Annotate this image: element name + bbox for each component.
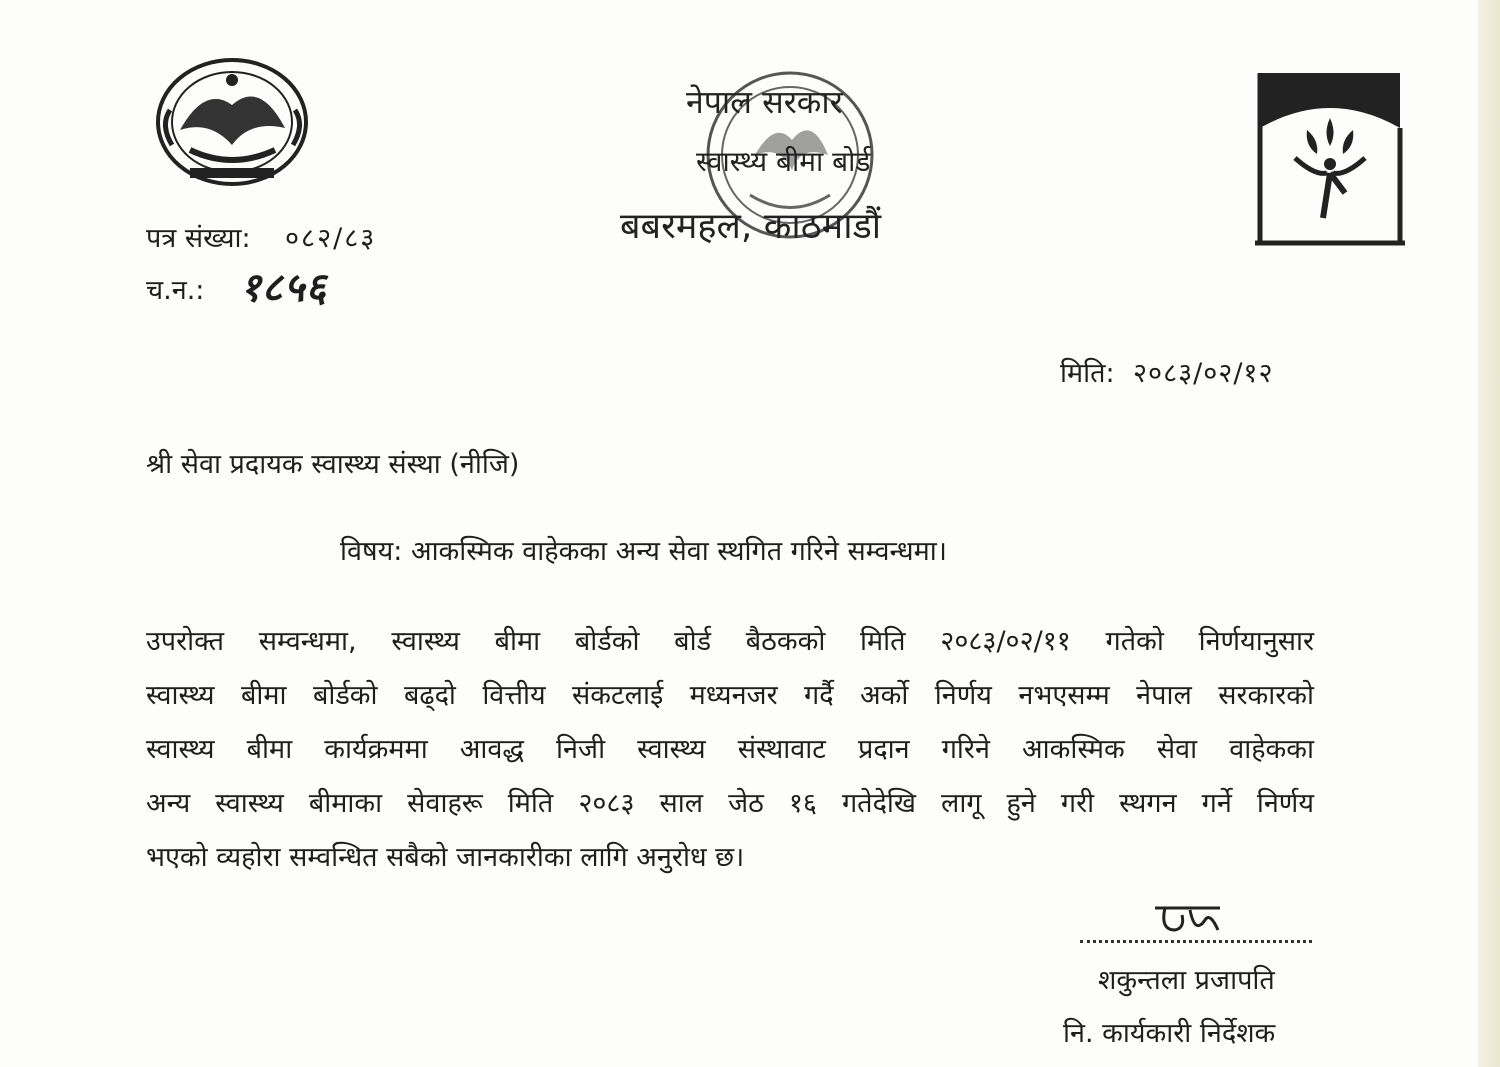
board-address: बबरमहल, काठमाडौं — [620, 206, 882, 247]
chalani-value: १८५६ — [240, 264, 328, 311]
government-name: नेपाल सरकार — [686, 83, 843, 121]
letter-body — [146, 615, 1314, 885]
date-value: २०८३/०२/१२ — [1133, 358, 1274, 389]
addressee: श्री सेवा प्रदायक स्वास्थ्य संस्था (नीजि) — [146, 449, 520, 480]
patra-sankhya-value: ०८२/८३ — [285, 223, 377, 254]
chalani-label: च.न.: — [146, 275, 205, 306]
board-name: स्वास्थ्य बीमा बोर्ड — [696, 145, 871, 178]
patra-sankhya-label: पत्र संख्या: — [146, 223, 251, 254]
body-line: अन्य स्वास्थ्य बीमाका सेवाहरू मिति २०८३ साल जेठ १६ गतेदेखि लागू हुने गरी स्थगन गर्ने निर्णय — [146, 788, 1314, 819]
board-logo-icon — [1255, 68, 1405, 248]
subject-line: विषय: आकस्मिक वाहेकका अन्य सेवा स्थगित गरिने सम्वन्धमा। — [340, 536, 947, 567]
paper-edge — [1478, 0, 1500, 1067]
signature-mark-icon — [1150, 900, 1230, 940]
signature-line — [1080, 940, 1312, 943]
date-label: मिति: — [1060, 358, 1115, 389]
body-line: स्वास्थ्य बीमा कार्यक्रममा आवद्ध निजी स्वास्थ्य संस्थावाट प्रदान गरिने आकस्मिक सेवा वाहेकका — [146, 734, 1314, 765]
body-line: भएको व्यहोरा सम्वन्धित सबैको जानकारीका लागि अनुरोध छ। — [146, 842, 745, 873]
government-emblem-icon — [150, 50, 315, 190]
body-line: स्वास्थ्य बीमा बोर्डको बढ्दो वित्तीय संकटलाई मध्यनजर गर्दै अर्को निर्णय नभएसम्म नेपाल सरकारको — [146, 680, 1314, 711]
body-line: उपरोक्त सम्वन्धमा, स्वास्थ्य बीमा बोर्डको बोर्ड बैठकको मिति २०८३/०२/११ गतेको निर्णयानुसार — [146, 626, 1314, 657]
signatory-title: नि. कार्यकारी निर्देशक — [1063, 1018, 1276, 1049]
signatory-name: शकुन्तला प्रजापति — [1098, 965, 1275, 996]
